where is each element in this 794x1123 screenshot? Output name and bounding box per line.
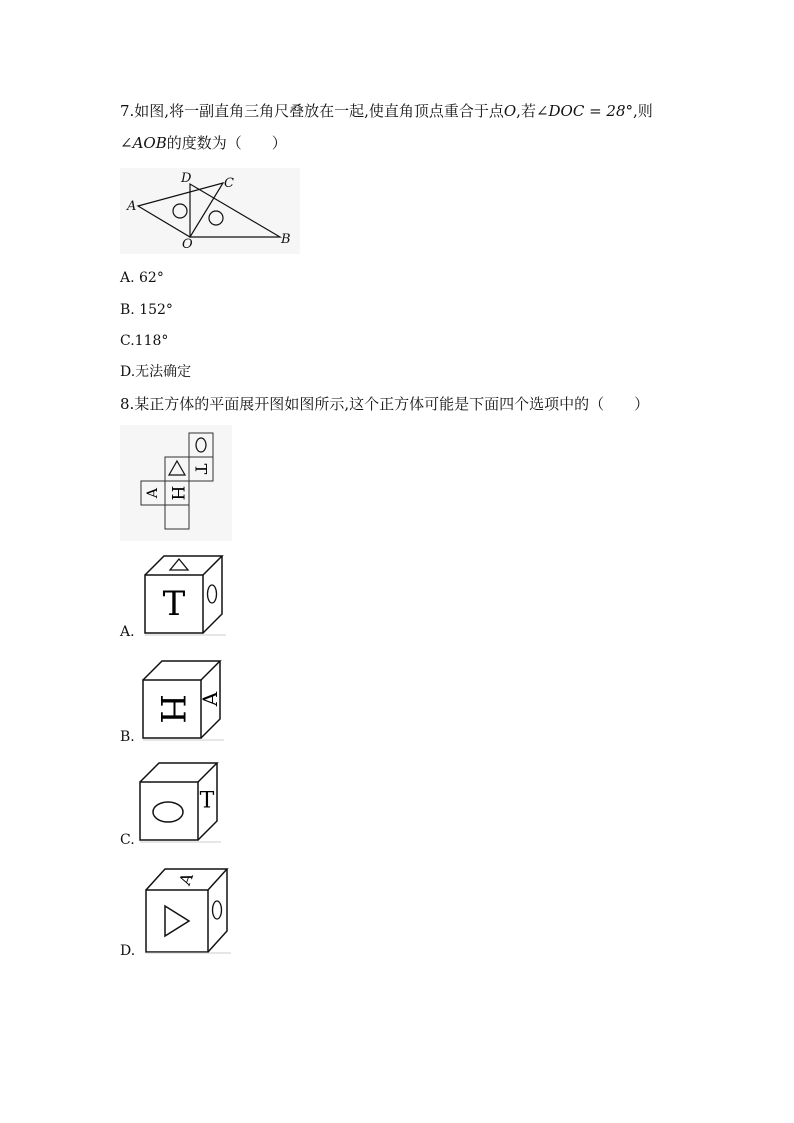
q8-cube-b[interactable] [140,658,228,744]
cube-b-front-h: H [152,694,192,724]
cube-d-front-triangle [165,906,189,936]
q8-stem: 8.某正方体的平面展开图如图所示,这个正方体可能是下面四个选项中的（ ） [120,395,650,413]
net-a-symbol: A [145,487,161,499]
cube-a-front-t: T [162,584,186,624]
cube-c-side-t: T [199,788,215,814]
q8-cube-d[interactable] [143,866,233,954]
net-h-symbol: H [167,485,187,501]
q8-option-a[interactable]: A. [120,624,135,640]
q8-cube-c[interactable] [137,760,225,846]
label-o: O [182,237,193,252]
q7-option-a[interactable]: A. 62° [120,270,164,286]
label-c: C [224,176,234,191]
cube-b-side-a: A [198,691,222,707]
q7-option-b[interactable]: B. 152° [120,302,173,318]
q8-cube-net [120,425,232,541]
q8-cube-a[interactable] [142,553,228,639]
label-b: B [281,232,291,247]
q7-option-d[interactable]: D.无法确定 [120,364,192,380]
cube-a-top-triangle [170,559,188,570]
cube-d-top-a: A [175,870,197,888]
q7-stem-line1: 7.如图,将一副直角三角尺叠放在一起,使直角顶点重合于点O,若∠DOC = 28°,则 [120,102,653,120]
label-d: D [181,171,192,186]
cube-a-side-circle [208,585,217,603]
q8-option-c[interactable]: C. [120,832,135,848]
q8-option-d[interactable]: D. [120,943,136,959]
q7-option-c[interactable]: C.118° [120,333,169,349]
net-t-symbol: T [191,463,211,475]
cube-d-side-circle [213,901,222,919]
cube-c-front-circle [153,802,183,822]
label-a: A [127,199,137,214]
q8-option-b[interactable]: B. [120,729,135,745]
q7-figure [120,168,300,254]
q7-stem-line2: ∠AOB的度数为（ ） [120,134,287,152]
